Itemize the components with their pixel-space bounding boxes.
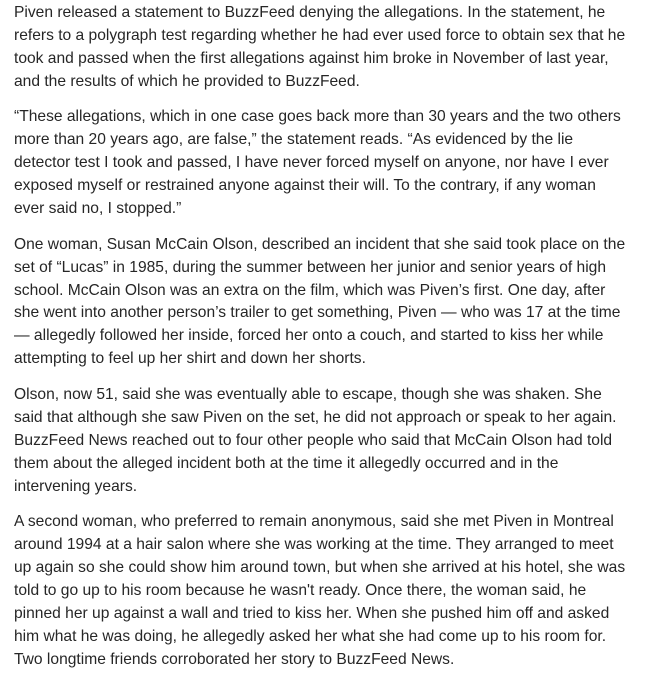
text-line: set of “Lucas” in 1985, during the summer between her junior and senior years of high (14, 258, 607, 276)
paragraph-first-account (14, 234, 659, 371)
text-line: attempting to feel up her shirt and down her shorts. (14, 350, 366, 368)
text-line: him what he was doing, he allegedly asked her what she had come up to his room for. (14, 627, 607, 645)
paragraph-second-account (14, 511, 659, 671)
text-line: One woman, Susan McCain Olson, described an incident that she said took place on the (14, 235, 626, 253)
text-line: school. McCain Olson was an extra on the film, which was Piven’s first. One day, after (14, 281, 606, 299)
paragraph-corroboration (14, 384, 659, 499)
text-line: said that although she saw Piven on the set, he did not approach or speak to her again. (14, 408, 617, 426)
text-line: pinned her up against a wall and tried to kiss her. When she pushed him off and asked (14, 604, 610, 622)
text-line: more than 20 years ago, are false,” the statement reads. “As evidenced by the lie (14, 131, 574, 149)
text-line: exposed myself or restrained anyone against their will. To the contrary, if any woman (14, 177, 596, 195)
text-line: A second woman, who preferred to remain anonymous, said she met Piven in Montreal (14, 513, 614, 531)
text-line: Olson, now 51, said she was eventually able to escape, though she was shaken. She (14, 385, 602, 403)
paragraph-quote (14, 106, 659, 221)
text-line: intervening years. (14, 477, 138, 495)
text-line: around 1994 at a hair salon where she was working at the time. They arranged to meet (14, 536, 614, 554)
text-line: Two longtime friends corroborated her story to BuzzFeed News. (14, 650, 455, 668)
text-line: Piven released a statement to BuzzFeed denying the allegations. In the statement, he (14, 4, 606, 21)
text-line: ever said no, I stopped.” (14, 200, 182, 218)
text-line: — allegedly followed her inside, forced her onto a couch, and started to kiss her while (14, 327, 604, 345)
text-line: BuzzFeed News reached out to four other people who said that McCain Olson had told (14, 431, 613, 449)
paragraph-statement (14, 2, 659, 94)
text-line: refers to a polygraph test regarding whether he had ever used force to obtain sex that he (14, 26, 626, 44)
text-line: she went into another person’s trailer to get something, Piven — who was 17 at the time (14, 304, 621, 322)
text-line: took and passed when the first allegations against him broke in November of last year, (14, 49, 609, 67)
text-line: “These allegations, which in one case goes back more than 30 years and the two others (14, 108, 621, 126)
text-line: told to go up to his room because he wasn't ready. Once there, the woman said, he (14, 582, 587, 600)
text-line: and the results of which he provided to BuzzFeed. (14, 72, 360, 90)
text-line: detector test I took and passed, I have never forced myself on anyone, nor have I ever (14, 154, 609, 172)
text-line: up again so she could show him around town, but when she arrived at his hotel, she was (14, 559, 626, 577)
text-line: them about the alleged incident both at the time it allegedly occurred and in the (14, 454, 559, 472)
